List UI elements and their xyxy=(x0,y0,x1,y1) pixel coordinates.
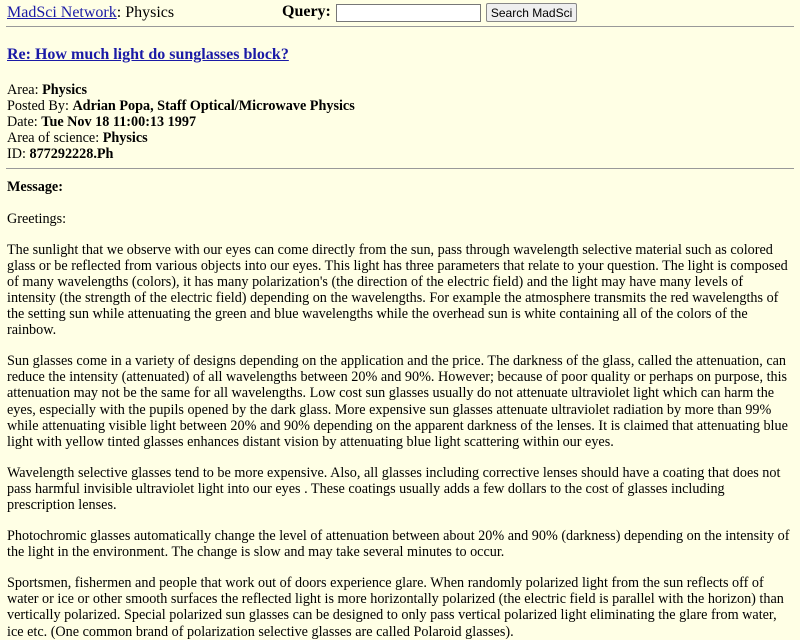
message-paragraph: Sportsmen, fishermen and people that work out of doors experience glare. When randomly polarized light from the sun reflects off of water or ice or other smooth surfaces the reflected light is more horizontally polarized (the electric field is parallel with the horizon) than vertically polarized. Special polarized sun glasses can be designed to only pass vertical polarized light eliminating the glare from water, ice etc. (One common brand of polarization selective glasses are called Polaroid glasses). xyxy=(7,575,784,640)
meta-area-value: Physics xyxy=(42,82,87,98)
top-divider xyxy=(6,26,794,27)
meta-area-label: Area: xyxy=(7,82,43,98)
message-divider xyxy=(6,168,794,169)
meta-date-label: Date: xyxy=(7,114,42,131)
brand-breadcrumb xyxy=(7,4,174,22)
meta-id-value: 877292228.Ph xyxy=(29,146,114,163)
meta-area-of-science xyxy=(7,130,793,146)
madsci-network-link[interactable]: MadSci Network xyxy=(7,4,117,21)
article-meta xyxy=(7,82,793,162)
top-bar xyxy=(0,0,800,26)
message-paragraph: Sun glasses come in a variety of designs depending on the application and the price. The darkness of the glass, called the attenuation, can reduce the intensity (attenuated) of all wavelengths between 20% and 90%. However; because of poor quality or perhaps on purpose, this attenuation may not be the same for all wavelengths. Low cost sun glasses usually do not attenuate ultraviolet light which can harm the eyes, especially with the pupils opened by the dark glass. More expensive sun glasses attenuate ultraviolet radiation by more than 99% while attenuating visible light between 20% and 90% depending on the apparent darkness of the lenses. It is claimed that attenuating blue light with yellow tinted glasses enhances distant vision by attenuating blue light scattering within our eyes. xyxy=(7,353,788,450)
search-button[interactable]: Search MadSci xyxy=(486,3,577,22)
search-form xyxy=(282,3,577,22)
message-label: Message: xyxy=(7,179,63,196)
message-paragraph: Wavelength selective glasses tend to be more expensive. Also, all glasses including corrective lenses should have a coating that does not pass harmful invisible ultraviolet light into our eyes . These coatings usually adds a few dollars to the cost of glasses including prescription lenses. xyxy=(7,464,781,513)
meta-area-of-science-value: Physics xyxy=(102,130,148,147)
message-paragraph: The sunlight that we observe with our eyes can come directly from the sun, pass through wavelength selective material such as colored glass or be reflected from various objects into our eyes. This light has three parameters that relate to your question. The light is composed of many wavelengths (colors), it has many polarization's (the direction of the electric field) and the light may have many levels of intensity (the strength of the electric field) depending on the wavelengths. For example the atmosphere transmits the red wavelengths of the setting sun while attenuating the green and blue wavelengths while the overhead sun is white containing all of the colors of the rainbow. xyxy=(7,241,788,339)
message-body xyxy=(0,179,800,639)
breadcrumb-separator: : xyxy=(116,4,126,21)
message-paragraph: Photochromic glasses automatically change the level of attenuation between about 20% and 90% (darkness) depending on the intensity of the light in the environment. The change is slow and may take several minutes to occur. xyxy=(7,528,790,561)
meta-id-label: ID: xyxy=(7,146,30,163)
meta-posted-by xyxy=(7,98,793,114)
meta-id xyxy=(7,146,793,162)
meta-date-value: Tue Nov 18 11:00:13 1997 xyxy=(41,114,197,131)
meta-date xyxy=(7,114,793,130)
article-title-link[interactable]: Re: How much light do sunglasses block? xyxy=(7,46,289,63)
meta-area xyxy=(7,82,793,98)
search-input[interactable] xyxy=(336,4,481,22)
message-paragraph: Greetings: xyxy=(7,210,67,227)
article-title xyxy=(7,46,793,64)
meta-posted-by-label: Posted By: xyxy=(7,98,73,115)
article xyxy=(0,46,800,162)
breadcrumb-area: Physics xyxy=(125,4,175,21)
meta-area-of-science-label: Area of science: xyxy=(7,130,103,147)
query-label: Query: xyxy=(282,3,331,21)
meta-posted-by-value: Adrian Popa, Staff Optical/Microwave Physics xyxy=(72,98,355,115)
